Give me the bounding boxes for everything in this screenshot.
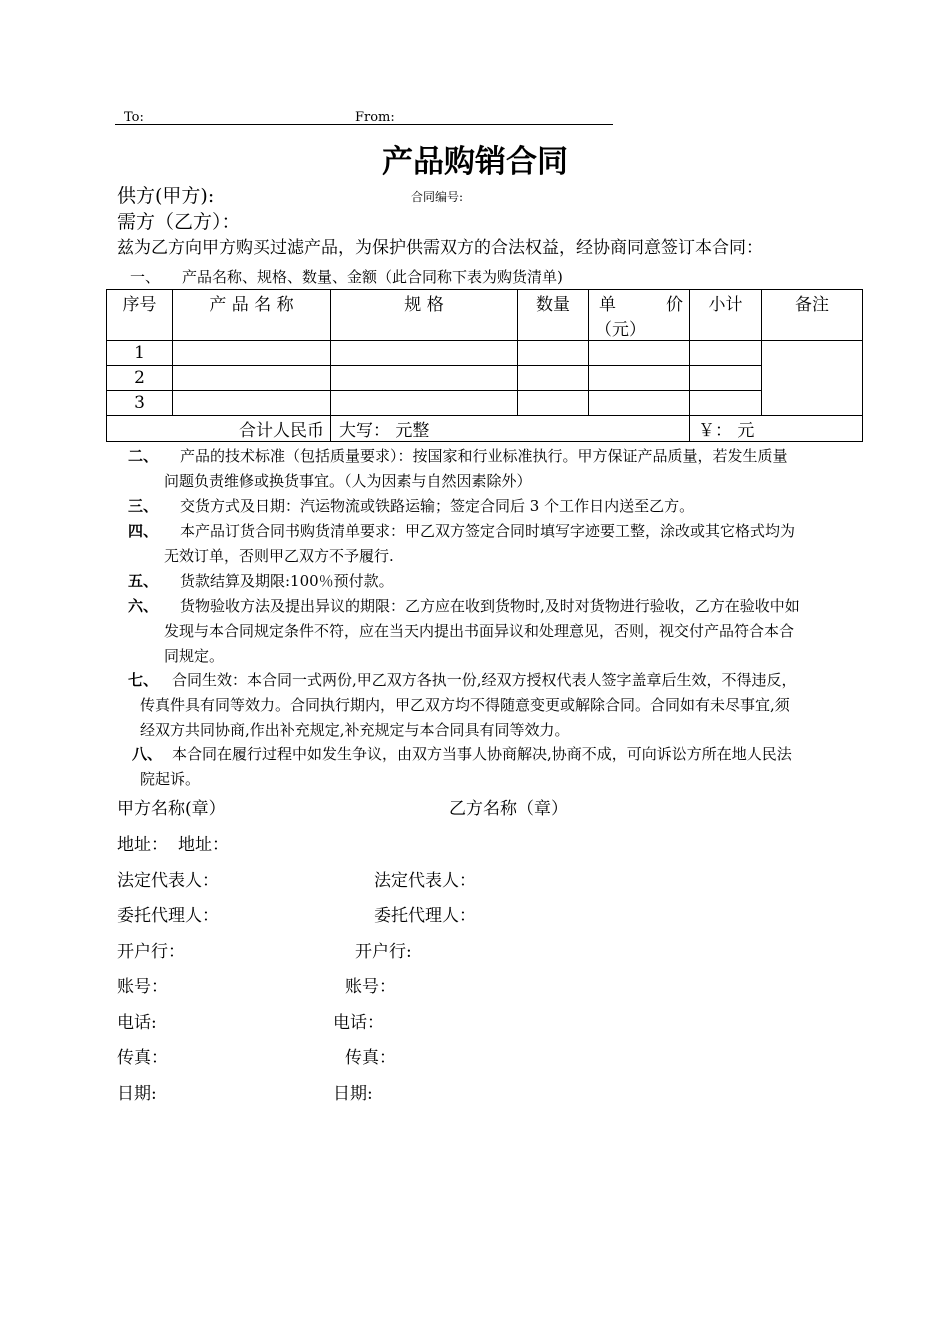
row-seq: 3 bbox=[107, 391, 173, 416]
header-price-unit: （元） bbox=[595, 320, 646, 340]
row-price-cell bbox=[589, 341, 690, 366]
clause-3 bbox=[128, 494, 880, 519]
clause-6 bbox=[128, 594, 880, 669]
party-b-agent: 委托代理人： bbox=[374, 906, 476, 926]
party-a-legal-rep: 法定代表人： bbox=[117, 871, 219, 891]
party-b-bank: 开户行: bbox=[355, 942, 412, 962]
party-b-name: 乙方名称（章） bbox=[449, 799, 568, 819]
row-product-cell bbox=[173, 391, 331, 416]
header-spec: 规 格 bbox=[331, 290, 518, 341]
row-spec-cell bbox=[331, 366, 518, 391]
row-qty-cell bbox=[518, 391, 589, 416]
header-price-b: 价 bbox=[666, 295, 683, 315]
clause-number: 七、 bbox=[128, 671, 159, 689]
clause-line: 合同生效：本合同一式两份,甲乙双方各执一份,经双方授权代表人签字盖章后生效，不得违反， bbox=[172, 671, 797, 689]
clause-line: 无效订单，否则甲乙双方不予履行. bbox=[164, 547, 394, 565]
row-seq: 1 bbox=[107, 341, 173, 366]
header-unit-price bbox=[589, 290, 690, 341]
party-b-address: 地址： bbox=[178, 835, 229, 855]
row-subtotal-cell bbox=[690, 366, 762, 391]
party-b-phone: 电话： bbox=[333, 1013, 384, 1033]
row-price-cell bbox=[589, 391, 690, 416]
intro-text: 兹为乙方向甲方购买过滤产品，为保护供需双方的合法权益，经协商同意签订本合同： bbox=[117, 238, 763, 258]
party-b-fax: 传真： bbox=[345, 1048, 396, 1068]
table-header-row bbox=[107, 290, 863, 341]
contract-number-label: 合同编号: bbox=[411, 190, 464, 204]
table-row bbox=[107, 341, 863, 366]
section1-number: 一、 bbox=[130, 268, 161, 286]
section1-text: 产品名称、规格、数量、金额（此合同称下表为购货清单) bbox=[182, 268, 563, 286]
header-remark: 备注 bbox=[762, 290, 863, 341]
clause-line: 产品的技术标准（包括质量要求）：按国家和行业标准执行。甲方保证产品质量，若发生质量 bbox=[180, 447, 788, 465]
clause-4 bbox=[128, 519, 880, 569]
total-label: 合计人民币 bbox=[107, 416, 331, 442]
clause-2 bbox=[128, 444, 880, 494]
clause-number: 五、 bbox=[128, 572, 159, 590]
to-from-underline bbox=[115, 124, 613, 125]
clause-line: 发现与本合同规定条件不符，应在当天内提出书面异议和处理意见，否则，视交付产品符合本合 bbox=[164, 622, 795, 640]
remark-cell bbox=[762, 341, 863, 416]
row-product-cell bbox=[173, 366, 331, 391]
party-a-account: 账号： bbox=[117, 977, 168, 997]
clause-number: 四、 bbox=[128, 522, 159, 540]
table-row bbox=[107, 391, 863, 416]
clause-line: 院起诉。 bbox=[140, 770, 201, 788]
row-spec-cell bbox=[331, 341, 518, 366]
clause-line: 货款结算及期限:100％预付款。 bbox=[180, 572, 394, 590]
clause-5 bbox=[128, 569, 880, 594]
party-a-phone: 电话: bbox=[117, 1013, 157, 1033]
row-subtotal-cell bbox=[690, 341, 762, 366]
row-spec-cell bbox=[331, 391, 518, 416]
row-price-cell bbox=[589, 366, 690, 391]
clause-number: 三、 bbox=[128, 497, 159, 515]
row-product-cell bbox=[173, 341, 331, 366]
party-b-date: 日期: bbox=[333, 1084, 373, 1104]
header-subtotal: 小计 bbox=[690, 290, 762, 341]
party-a-agent: 委托代理人： bbox=[117, 906, 219, 926]
party-a-address: 地址： bbox=[117, 835, 168, 855]
to-label: To: bbox=[124, 110, 144, 125]
party-a-bank: 开户行： bbox=[117, 942, 185, 962]
clause-line: 货物验收方法及提出异议的期限：乙方应在收到货物时,及时对货物进行验收，乙方在验收中如 bbox=[180, 597, 800, 615]
header-price-a: 单 bbox=[599, 295, 616, 315]
row-qty-cell bbox=[518, 341, 589, 366]
clause-number: 八、 bbox=[132, 745, 163, 763]
party-a-fax: 传真： bbox=[117, 1048, 168, 1068]
clause-line: 问题负责维修或换货事宜。（人为因素与自然因素除外） bbox=[164, 472, 532, 490]
clause-line: 传真件具有同等效力。合同执行期内，甲乙双方均不得随意变更或解除合同。合同如有未尽事宜,须 bbox=[140, 696, 790, 714]
clause-line: 同规定。 bbox=[164, 647, 225, 665]
clause-number: 二、 bbox=[128, 447, 159, 465]
clause-line: 交货方式及日期：汽运物流或铁路运输；签定合同后 3 个工作日内送至乙方。 bbox=[180, 497, 695, 515]
clause-8 bbox=[132, 742, 884, 792]
total-amount: ￥： 元 bbox=[690, 416, 863, 442]
total-in-words: 大写： 元整 bbox=[331, 416, 690, 442]
party-b-account: 账号： bbox=[345, 977, 396, 997]
table-row bbox=[107, 366, 863, 391]
clause-line: 经双方共同协商,作出补充规定,补充规定与本合同具有同等效力。 bbox=[140, 721, 570, 739]
total-row bbox=[107, 416, 863, 442]
from-label: From: bbox=[355, 110, 395, 125]
party-a-name: 甲方名称(章） bbox=[117, 799, 226, 819]
row-subtotal-cell bbox=[690, 391, 762, 416]
supplier-label: 供方(甲方): bbox=[117, 185, 215, 207]
party-b-legal-rep: 法定代表人： bbox=[374, 871, 476, 891]
clause-number: 六、 bbox=[128, 597, 159, 615]
clause-line: 本产品订货合同书购货清单要求：甲乙双方签定合同时填写字迹要工整，涂改或其它格式均为 bbox=[180, 522, 796, 540]
row-seq: 2 bbox=[107, 366, 173, 391]
header-qty: 数量 bbox=[518, 290, 589, 341]
header-product-name: 产 品 名 称 bbox=[173, 290, 331, 341]
row-qty-cell bbox=[518, 366, 589, 391]
purchase-list-table bbox=[106, 289, 863, 442]
clause-7 bbox=[128, 668, 880, 743]
clause-line: 本合同在履行过程中如发生争议，由双方当事人协商解决,协商不成，可向诉讼方所在地人民法 bbox=[172, 745, 792, 763]
document-title: 产品购销合同 bbox=[382, 144, 568, 180]
buyer-label: 需方（乙方）： bbox=[117, 211, 241, 233]
party-a-date: 日期: bbox=[117, 1084, 157, 1104]
header-seq: 序号 bbox=[107, 290, 173, 341]
